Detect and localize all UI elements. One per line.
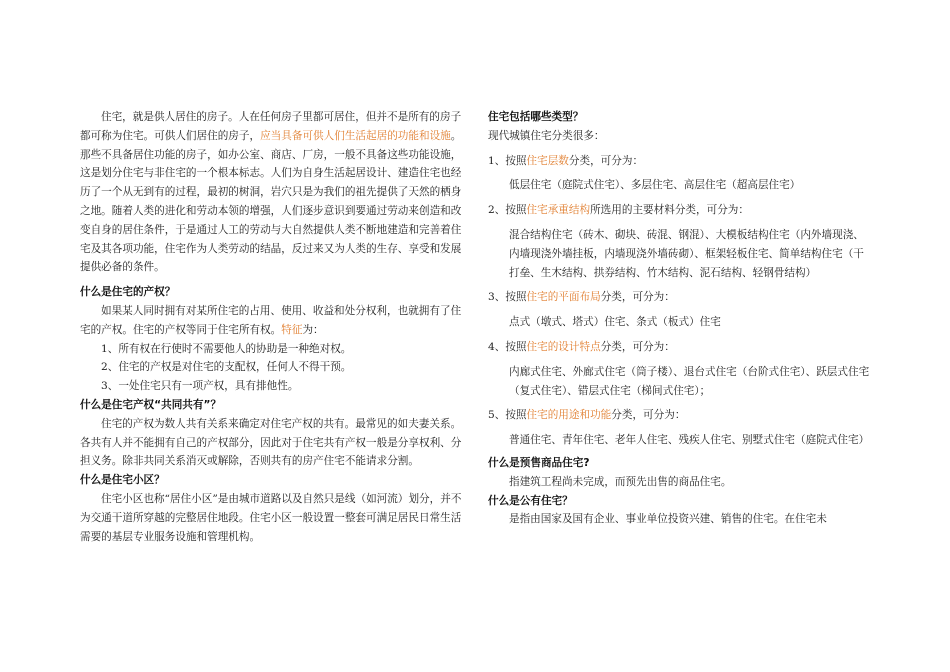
list-item-body: 混合结构住宅（砖木、砌块、砖混、钢混）、大模板结构住宅（内外墙现浇、内墙现浇外墙挂板，内墙现浇外墙砖砌）、框架轻板住宅、简单结构住宅（干打垒、生木结构、拱券结构、竹木结构、泥石结构、轻钢骨结构）	[509, 228, 864, 279]
item-prefix: 5、按照	[488, 409, 527, 422]
item-suffix: 分类，可分为：	[600, 340, 675, 353]
list-item-body: 点式（墩式、塔式）住宅、条式（板式）住宅	[509, 316, 721, 329]
item-highlight: 住宅承重结构	[526, 204, 591, 217]
intro-paragraph	[80, 108, 464, 277]
list-item-body: 低层住宅（庭院式住宅）、多层住宅、高层住宅（超高层住宅）	[509, 179, 801, 192]
property-rights-paragraph	[80, 302, 464, 340]
item-prefix: 2、按照	[488, 204, 527, 217]
item-prefix: 4、按照	[488, 340, 527, 353]
heading-housing-types: 住宅包括哪些类型？	[488, 111, 584, 123]
right-column	[488, 108, 872, 529]
item-highlight: 住宅的平面布局	[526, 291, 601, 304]
public-housing-paragraph: 是指由国家及国有企业、事业单位投资兴建、销售的住宅。在住宅未	[509, 513, 827, 526]
item-suffix: 分类，可分为：	[611, 409, 686, 422]
list-item	[488, 338, 872, 357]
heading-joint-ownership: 什么是住宅产权“共同共有”？	[80, 398, 222, 411]
joint-ownership-paragraph: 住宅的产权为数人共有关系来确定对住宅产权的共有。最常见的如夫妻关系。各共有人并不能拥有自己的产权部分，因此对于住宅共有产权一般是分享权利、分担义务。除非共同关系消灭或解除，否则共有的房产住宅不能请求分割。	[80, 417, 462, 468]
residential-district-paragraph: 住宅小区也称“居住小区”是由城市道路以及自然只是线（如河流）划分，并不为交通干道所穿越的完整居住地段。住宅小区一般设置一整套可满足居民日常生活需要的基层专业服务设施和管理机构。	[80, 492, 462, 543]
intro-text-2: 。那些不具备居住功能的房子，如办公室、商店、厂房，一般不具备这些功能设施，这是划分住宅与非住宅的一个根本标志。人们为自身生活起居设计、建造住宅也经历了一个从无到有的过程，最初的树洞，岩穴只是为我们的祖先提供了天然的栖身之地。随着人类的进化和劳动本领的增强，人们逐步意识到要通过劳动来创造和改变自身的居住条件，于是通过人工的劳动与大自然提供人类不断地建造和完善着住宅及其各项功能，住宅作为人类劳动的结晶，反过来又为人类的生存、享受和发展提供必备的条件。	[80, 129, 462, 274]
heading-residential-district: 什么是住宅小区？	[80, 474, 165, 487]
left-column	[80, 108, 464, 546]
list-item	[488, 152, 872, 171]
intro-highlight: 应当具备可供人们生活起居的功能和设施	[260, 129, 451, 142]
heading-presale-housing: 什么是预售商品住宅?	[488, 456, 590, 469]
housing-types-intro: 现代城镇住宅分类很多：	[488, 129, 605, 142]
property-rights-text-1: 如果某人同时拥有对某所住宅的占用、使用、收益和处分权利，也就拥有了住宅的产权。住宅的产权等同于住宅所有权。	[80, 304, 462, 336]
item-highlight: 住宅层数	[526, 154, 569, 167]
intro-text-1: 住宅，就是供人居住的房子。人在任何房子里都可居住，但并不是所有的房子都可称为住宅。可供人们居住的房子，	[80, 111, 462, 142]
item-suffix: 所选用的主要材料分类，可分为：	[590, 204, 749, 217]
list-item-body: 内廊式住宅、外廊式住宅（筒子楼）、退台式住宅（台阶式住宅）、跃层式住宅（复式住宅）、错层式住宅（梯间式住宅）；	[509, 365, 870, 397]
item-prefix: 3、按照	[488, 291, 527, 304]
item-prefix: 1、按照	[488, 154, 527, 167]
property-rights-highlight: 特征	[281, 323, 303, 336]
list-item: 2、住宅的产权是对住宅的支配权，任何人不得干预。	[101, 361, 352, 374]
presale-housing-paragraph: 指建筑工程尚未完成，而预先出售的商品住宅。	[509, 475, 732, 488]
list-item: 1、所有权在行使时不需要他人的协助是一种绝对权。	[101, 342, 352, 355]
item-highlight: 住宅的用途和功能	[526, 409, 612, 422]
property-rights-text-2: 为：	[302, 323, 324, 336]
list-item	[488, 406, 872, 425]
list-item: 3、一处住宅只有一项产权，具有排他性。	[101, 380, 299, 393]
heading-property-rights: 什么是住宅的产权？	[80, 286, 176, 299]
heading-public-housing: 什么是公有住宅？	[488, 494, 573, 507]
item-suffix: 分类，可分为：	[568, 154, 644, 167]
item-highlight: 住宅的设计特点	[526, 340, 601, 353]
item-suffix: 分类，可分为：	[600, 291, 675, 304]
list-item	[488, 288, 872, 307]
list-item-body: 普通住宅、青年住宅、老年人住宅、残疾人住宅、别墅式住宅（庭院式住宅）	[509, 434, 870, 447]
list-item	[488, 201, 872, 220]
